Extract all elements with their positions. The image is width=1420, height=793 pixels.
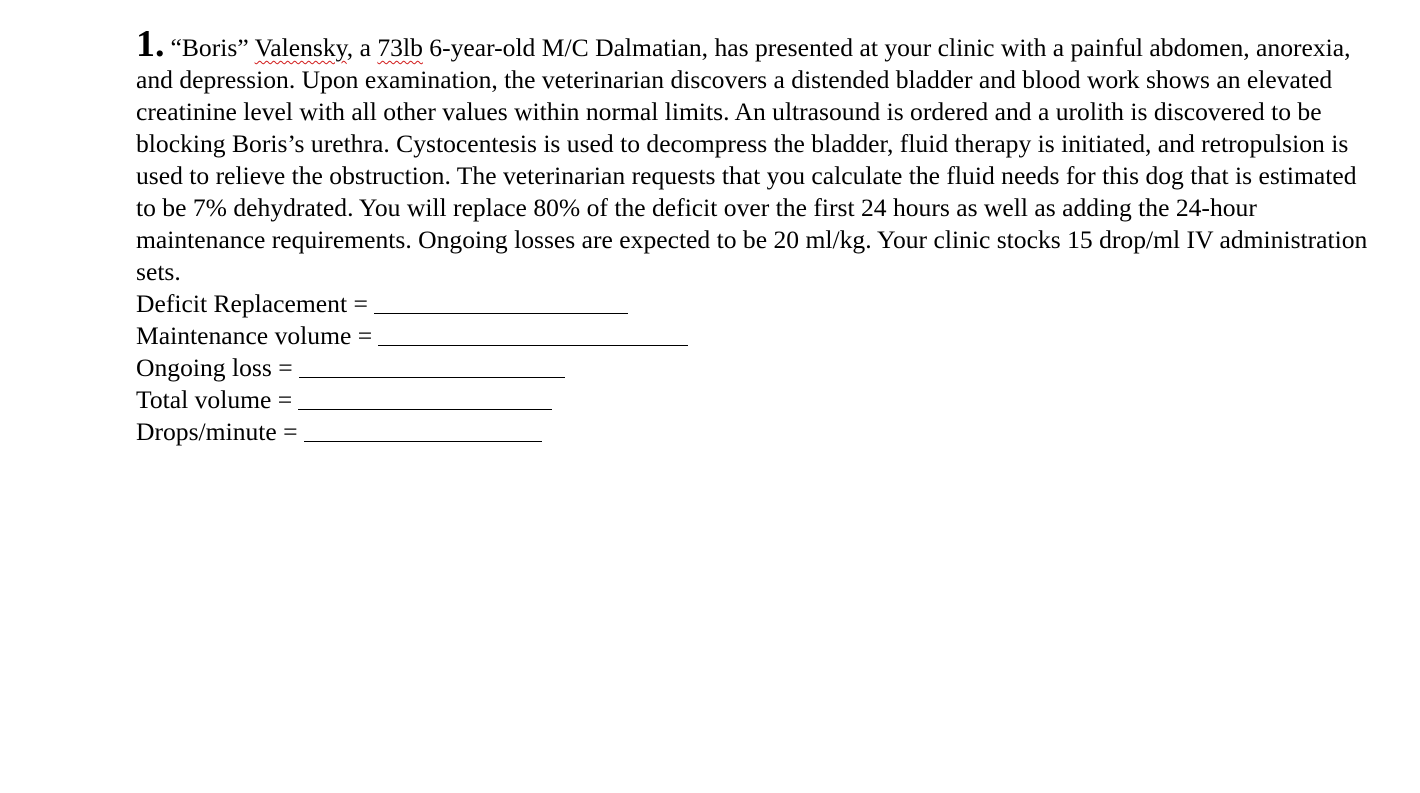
answer-maintenance-volume <box>136 320 1376 352</box>
answer-label: Total volume = <box>136 385 293 414</box>
answer-blank-line[interactable] <box>378 325 688 346</box>
answer-label: Drops/minute = <box>136 417 298 446</box>
answer-list <box>136 288 1376 448</box>
answer-blank-line[interactable] <box>298 389 552 410</box>
question-paragraph <box>136 23 1376 288</box>
answer-label: Maintenance volume = <box>136 321 373 350</box>
answer-label: Deficit Replacement = <box>136 289 368 318</box>
document-page <box>136 23 1376 448</box>
answer-deficit-replacement <box>136 288 1376 320</box>
question-text-part-3: 6-year-old M/C Dalmatian, has presented at your clinic with a painful abdomen, anorexia, and depression. Upon examination, the veterinarian discovers a distended bladder and blood work shows an elevated creatinine level with all other values within normal limits. An ultrasound is ordered and a urolith is discovered to be blocking Boris’s urethra. Cystocentesis is used to decompress the bladder, fluid therapy is initiated, and retropulsion is used to relieve the obstruction. The veterinarian requests that you calculate the fluid needs for this dog that is estimated to be 7% dehydrated. You will replace 80% of the deficit over the first 24 hours as well as adding the 24-hour maintenance requirements. Ongoing losses are expected to be 20 ml/kg. Your clinic stocks 15 drop/ml IV administration sets. <box>136 33 1368 286</box>
spellcheck-flagged-name[interactable]: Valensky <box>254 33 347 62</box>
question-text-part-1: “Boris” <box>170 33 255 62</box>
answer-drops-per-minute <box>136 416 1376 448</box>
answer-blank-line[interactable] <box>374 293 628 314</box>
spellcheck-flagged-weight[interactable]: 73lb <box>377 33 423 62</box>
answer-ongoing-loss <box>136 352 1376 384</box>
question-number: 1. <box>136 23 165 65</box>
answer-blank-line[interactable] <box>299 357 565 378</box>
answer-total-volume <box>136 384 1376 416</box>
answer-label: Ongoing loss = <box>136 353 293 382</box>
answer-blank-line[interactable] <box>304 421 542 442</box>
question-text-part-2: , a <box>346 33 378 62</box>
